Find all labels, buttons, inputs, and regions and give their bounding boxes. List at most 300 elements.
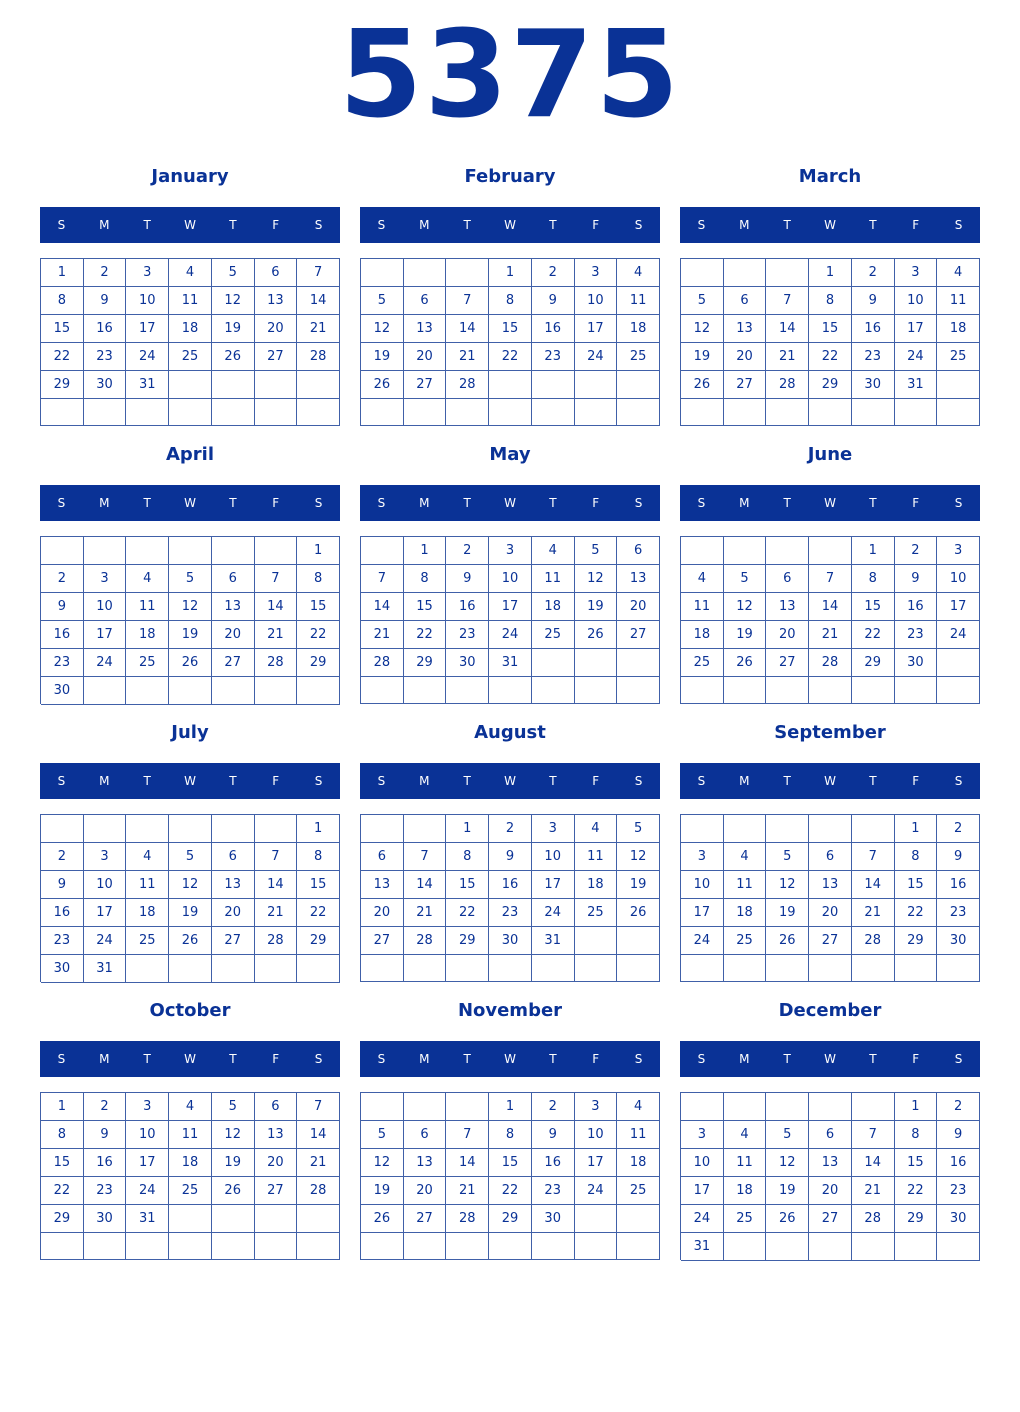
weekday-label: T — [143, 1052, 151, 1066]
day-cell: 23 — [895, 621, 938, 649]
day-cell: 14 — [255, 593, 298, 621]
day-cell: 8 — [41, 287, 84, 315]
day-cell: 10 — [681, 871, 724, 899]
empty-cell — [532, 677, 575, 704]
day-cell: 22 — [41, 1177, 84, 1205]
day-cell: 8 — [489, 287, 532, 315]
day-grid — [680, 536, 980, 704]
day-cell: 11 — [937, 287, 980, 315]
day-cell: 6 — [255, 1093, 298, 1121]
empty-cell — [852, 1093, 895, 1121]
day-cell: 30 — [937, 1205, 980, 1233]
day-cell: 14 — [446, 1149, 489, 1177]
empty-cell — [852, 677, 895, 704]
day-cell: 12 — [617, 843, 660, 871]
day-cell: 31 — [126, 1205, 169, 1233]
empty-cell — [575, 1205, 618, 1233]
day-cell: 17 — [937, 593, 980, 621]
day-cell: 16 — [937, 871, 980, 899]
empty-cell — [255, 955, 298, 983]
day-cell: 29 — [852, 649, 895, 677]
month-april — [40, 438, 340, 708]
weekday-label: S — [954, 1052, 963, 1066]
day-cell: 24 — [532, 899, 575, 927]
day-cell: 23 — [41, 649, 84, 677]
day-cell: 23 — [937, 899, 980, 927]
day-cell: 4 — [169, 1093, 212, 1121]
day-cell: 13 — [255, 1121, 298, 1149]
day-cell: 22 — [895, 899, 938, 927]
weekday-label: T — [549, 218, 557, 232]
weekday-label: T — [143, 496, 151, 510]
day-cell: 29 — [895, 1205, 938, 1233]
weekday-label: S — [954, 774, 963, 788]
day-cell: 7 — [446, 287, 489, 315]
day-cell: 16 — [489, 871, 532, 899]
day-cell: 11 — [724, 871, 767, 899]
weekday-label: M — [99, 496, 110, 510]
day-cell: 1 — [489, 1093, 532, 1121]
day-grid — [360, 1092, 660, 1260]
day-cell: 9 — [41, 871, 84, 899]
empty-cell — [169, 1233, 212, 1260]
weekday-label: T — [229, 496, 237, 510]
day-cell: 16 — [895, 593, 938, 621]
day-cell: 11 — [575, 843, 618, 871]
weekday-label: M — [99, 218, 110, 232]
month-title: January — [151, 166, 229, 187]
day-cell: 7 — [255, 843, 298, 871]
day-cell: 3 — [126, 259, 169, 287]
day-cell: 2 — [489, 815, 532, 843]
empty-cell — [84, 1233, 127, 1260]
day-cell: 5 — [724, 565, 767, 593]
day-cell: 19 — [361, 343, 404, 371]
day-cell: 6 — [404, 1121, 447, 1149]
day-cell: 5 — [766, 1121, 809, 1149]
day-cell: 5 — [617, 815, 660, 843]
day-cell: 18 — [169, 1149, 212, 1177]
month-july — [40, 716, 340, 986]
day-cell: 20 — [404, 343, 447, 371]
empty-cell — [852, 815, 895, 843]
day-cell: 23 — [84, 343, 127, 371]
day-cell: 25 — [724, 1205, 767, 1233]
empty-cell — [809, 1093, 852, 1121]
weekday-header — [680, 763, 980, 799]
day-cell: 26 — [212, 343, 255, 371]
day-cell: 26 — [766, 1205, 809, 1233]
day-cell: 18 — [126, 621, 169, 649]
day-cell: 9 — [532, 287, 575, 315]
empty-cell — [766, 399, 809, 426]
day-cell: 13 — [361, 871, 404, 899]
day-cell: 5 — [169, 843, 212, 871]
empty-cell — [617, 371, 660, 399]
day-cell: 18 — [937, 315, 980, 343]
day-cell: 27 — [724, 371, 767, 399]
day-cell: 6 — [361, 843, 404, 871]
day-cell: 19 — [212, 315, 255, 343]
weekday-label: F — [272, 218, 280, 232]
empty-cell — [575, 927, 618, 955]
weekday-label: S — [57, 218, 66, 232]
day-cell: 20 — [212, 621, 255, 649]
empty-cell — [766, 259, 809, 287]
day-cell: 18 — [169, 315, 212, 343]
day-cell: 22 — [809, 343, 852, 371]
weekday-label: W — [504, 774, 516, 788]
day-cell: 31 — [532, 927, 575, 955]
day-cell: 13 — [404, 315, 447, 343]
day-cell: 19 — [575, 593, 618, 621]
month-title: June — [807, 444, 853, 465]
day-cell: 24 — [489, 621, 532, 649]
day-cell: 15 — [489, 1149, 532, 1177]
day-cell: 20 — [212, 899, 255, 927]
day-cell: 30 — [489, 927, 532, 955]
weekday-label: F — [272, 496, 280, 510]
day-cell: 25 — [617, 1177, 660, 1205]
day-cell: 4 — [724, 1121, 767, 1149]
day-cell: 8 — [297, 843, 340, 871]
day-cell: 28 — [297, 343, 340, 371]
empty-cell — [895, 1233, 938, 1261]
weekday-label: M — [419, 496, 430, 510]
day-cell: 19 — [681, 343, 724, 371]
empty-cell — [681, 677, 724, 704]
empty-cell — [681, 1093, 724, 1121]
weekday-label: T — [869, 218, 877, 232]
day-cell: 30 — [852, 371, 895, 399]
day-cell: 5 — [361, 287, 404, 315]
empty-cell — [169, 955, 212, 983]
empty-cell — [41, 815, 84, 843]
day-cell: 17 — [489, 593, 532, 621]
month-title: March — [798, 166, 862, 187]
day-cell: 28 — [766, 371, 809, 399]
day-cell: 28 — [852, 1205, 895, 1233]
day-cell: 6 — [212, 843, 255, 871]
day-cell: 22 — [297, 621, 340, 649]
day-grid — [40, 1092, 340, 1260]
empty-cell — [489, 1233, 532, 1260]
empty-cell — [361, 1093, 404, 1121]
day-cell: 8 — [895, 1121, 938, 1149]
day-cell: 16 — [852, 315, 895, 343]
day-cell: 22 — [895, 1177, 938, 1205]
day-cell: 26 — [724, 649, 767, 677]
day-cell: 28 — [404, 927, 447, 955]
day-cell: 17 — [895, 315, 938, 343]
day-cell: 10 — [489, 565, 532, 593]
day-cell: 1 — [895, 1093, 938, 1121]
empty-cell — [575, 955, 618, 982]
empty-cell — [255, 399, 298, 426]
empty-cell — [404, 677, 447, 704]
weekday-label: F — [912, 496, 920, 510]
day-cell: 30 — [532, 1205, 575, 1233]
empty-cell — [617, 955, 660, 982]
day-cell: 14 — [361, 593, 404, 621]
empty-cell — [617, 1233, 660, 1260]
day-cell: 12 — [361, 1149, 404, 1177]
month-september — [680, 716, 980, 986]
weekday-label: W — [184, 774, 196, 788]
day-cell: 8 — [852, 565, 895, 593]
day-cell: 13 — [766, 593, 809, 621]
day-cell: 11 — [724, 1149, 767, 1177]
weekday-label: S — [377, 1052, 386, 1066]
day-cell: 21 — [766, 343, 809, 371]
day-cell: 1 — [41, 259, 84, 287]
day-cell: 23 — [532, 1177, 575, 1205]
month-october — [40, 994, 340, 1264]
weekday-label: T — [549, 496, 557, 510]
day-cell: 3 — [532, 815, 575, 843]
day-cell: 10 — [575, 1121, 618, 1149]
empty-cell — [895, 677, 938, 704]
day-cell: 24 — [937, 621, 980, 649]
day-cell: 10 — [681, 1149, 724, 1177]
empty-cell — [446, 1093, 489, 1121]
empty-cell — [297, 1233, 340, 1260]
empty-cell — [617, 1205, 660, 1233]
month-august — [360, 716, 660, 986]
day-cell: 25 — [126, 927, 169, 955]
day-cell: 4 — [617, 1093, 660, 1121]
day-cell: 9 — [937, 1121, 980, 1149]
empty-cell — [575, 371, 618, 399]
empty-cell — [532, 649, 575, 677]
day-cell: 4 — [126, 565, 169, 593]
weekday-label: W — [184, 496, 196, 510]
day-cell: 7 — [297, 1093, 340, 1121]
weekday-label: T — [229, 1052, 237, 1066]
empty-cell — [41, 399, 84, 426]
day-cell: 17 — [126, 315, 169, 343]
day-cell: 6 — [617, 537, 660, 565]
empty-cell — [724, 537, 767, 565]
day-cell: 25 — [617, 343, 660, 371]
day-cell: 3 — [84, 565, 127, 593]
day-cell: 12 — [169, 871, 212, 899]
empty-cell — [212, 371, 255, 399]
day-cell: 3 — [84, 843, 127, 871]
empty-cell — [84, 399, 127, 426]
weekday-label: T — [463, 1052, 471, 1066]
empty-cell — [895, 399, 938, 426]
day-cell: 8 — [404, 565, 447, 593]
day-cell: 22 — [489, 343, 532, 371]
day-cell: 24 — [126, 343, 169, 371]
weekday-header — [360, 207, 660, 243]
weekday-label: F — [592, 1052, 600, 1066]
day-cell: 7 — [297, 259, 340, 287]
day-cell: 14 — [852, 871, 895, 899]
day-cell: 29 — [446, 927, 489, 955]
day-cell: 19 — [766, 899, 809, 927]
weekday-label: F — [912, 218, 920, 232]
weekday-label: S — [954, 496, 963, 510]
day-cell: 9 — [532, 1121, 575, 1149]
weekday-label: F — [272, 774, 280, 788]
day-cell: 6 — [404, 287, 447, 315]
month-title: December — [778, 1000, 882, 1021]
empty-cell — [766, 1093, 809, 1121]
day-cell: 5 — [361, 1121, 404, 1149]
month-february — [360, 160, 660, 430]
day-cell: 3 — [681, 843, 724, 871]
empty-cell — [297, 371, 340, 399]
day-cell: 8 — [489, 1121, 532, 1149]
day-cell: 26 — [766, 927, 809, 955]
day-cell: 17 — [126, 1149, 169, 1177]
day-cell: 27 — [212, 927, 255, 955]
empty-cell — [489, 399, 532, 426]
weekday-label: W — [184, 218, 196, 232]
empty-cell — [681, 815, 724, 843]
weekday-label: S — [697, 496, 706, 510]
day-cell: 21 — [446, 343, 489, 371]
empty-cell — [212, 537, 255, 565]
day-cell: 2 — [895, 537, 938, 565]
day-cell: 14 — [255, 871, 298, 899]
empty-cell — [361, 259, 404, 287]
empty-cell — [766, 955, 809, 982]
day-cell: 28 — [809, 649, 852, 677]
day-cell: 13 — [212, 593, 255, 621]
empty-cell — [617, 677, 660, 704]
day-cell: 10 — [84, 871, 127, 899]
day-cell: 17 — [84, 621, 127, 649]
month-title: April — [165, 444, 215, 465]
weekday-label: F — [592, 774, 600, 788]
empty-cell — [895, 955, 938, 982]
empty-cell — [361, 1233, 404, 1260]
day-cell: 20 — [404, 1177, 447, 1205]
day-cell: 5 — [169, 565, 212, 593]
day-cell: 22 — [41, 343, 84, 371]
day-cell: 21 — [446, 1177, 489, 1205]
day-cell: 1 — [446, 815, 489, 843]
empty-cell — [617, 927, 660, 955]
day-cell: 25 — [681, 649, 724, 677]
weekday-label: T — [783, 1052, 791, 1066]
day-cell: 16 — [84, 1149, 127, 1177]
day-cell: 19 — [724, 621, 767, 649]
day-cell: 14 — [297, 1121, 340, 1149]
day-cell: 20 — [255, 1149, 298, 1177]
day-grid — [40, 536, 340, 704]
day-cell: 6 — [255, 259, 298, 287]
day-cell: 7 — [852, 1121, 895, 1149]
day-cell: 2 — [532, 1093, 575, 1121]
day-cell: 19 — [617, 871, 660, 899]
day-cell: 2 — [937, 815, 980, 843]
day-cell: 18 — [617, 315, 660, 343]
day-cell: 1 — [297, 815, 340, 843]
weekday-label: T — [463, 218, 471, 232]
day-cell: 4 — [617, 259, 660, 287]
day-cell: 30 — [84, 1205, 127, 1233]
day-cell: 28 — [255, 649, 298, 677]
day-cell: 27 — [361, 927, 404, 955]
day-grid — [680, 1092, 980, 1260]
weekday-label: S — [314, 1052, 323, 1066]
day-cell: 3 — [575, 1093, 618, 1121]
day-cell: 12 — [766, 871, 809, 899]
day-cell: 26 — [575, 621, 618, 649]
empty-cell — [361, 399, 404, 426]
day-cell: 7 — [766, 287, 809, 315]
day-cell: 25 — [532, 621, 575, 649]
empty-cell — [404, 955, 447, 982]
day-cell: 11 — [681, 593, 724, 621]
day-cell: 10 — [84, 593, 127, 621]
day-cell: 23 — [937, 1177, 980, 1205]
weekday-label: M — [739, 218, 750, 232]
day-cell: 27 — [809, 927, 852, 955]
day-cell: 30 — [41, 955, 84, 983]
weekday-label: T — [869, 774, 877, 788]
empty-cell — [575, 1233, 618, 1260]
day-cell: 12 — [361, 315, 404, 343]
day-cell: 12 — [681, 315, 724, 343]
weekday-label: T — [143, 774, 151, 788]
empty-cell — [41, 537, 84, 565]
day-cell: 30 — [937, 927, 980, 955]
weekday-label: W — [504, 218, 516, 232]
day-cell: 24 — [681, 1205, 724, 1233]
weekday-header — [680, 485, 980, 521]
day-cell: 29 — [895, 927, 938, 955]
empty-cell — [937, 371, 980, 399]
day-cell: 2 — [532, 259, 575, 287]
empty-cell — [489, 371, 532, 399]
day-cell: 10 — [532, 843, 575, 871]
day-cell: 4 — [575, 815, 618, 843]
weekday-label: M — [99, 1052, 110, 1066]
day-cell: 2 — [937, 1093, 980, 1121]
day-cell: 19 — [212, 1149, 255, 1177]
empty-cell — [681, 259, 724, 287]
empty-cell — [575, 399, 618, 426]
empty-cell — [297, 1205, 340, 1233]
empty-cell — [84, 677, 127, 705]
weekday-header — [360, 1041, 660, 1077]
month-title: November — [457, 1000, 563, 1021]
day-cell: 15 — [297, 593, 340, 621]
empty-cell — [212, 955, 255, 983]
month-december — [680, 994, 980, 1264]
day-cell: 4 — [937, 259, 980, 287]
weekday-label: W — [824, 774, 836, 788]
day-grid — [360, 814, 660, 982]
day-cell: 25 — [169, 343, 212, 371]
weekday-label: S — [377, 774, 386, 788]
day-cell: 27 — [255, 343, 298, 371]
empty-cell — [446, 399, 489, 426]
month-january — [40, 160, 340, 430]
month-title: October — [149, 1000, 231, 1021]
day-cell: 3 — [937, 537, 980, 565]
empty-cell — [575, 677, 618, 704]
day-cell: 4 — [681, 565, 724, 593]
day-cell: 27 — [404, 371, 447, 399]
weekday-label: S — [314, 218, 323, 232]
weekday-label: F — [912, 774, 920, 788]
